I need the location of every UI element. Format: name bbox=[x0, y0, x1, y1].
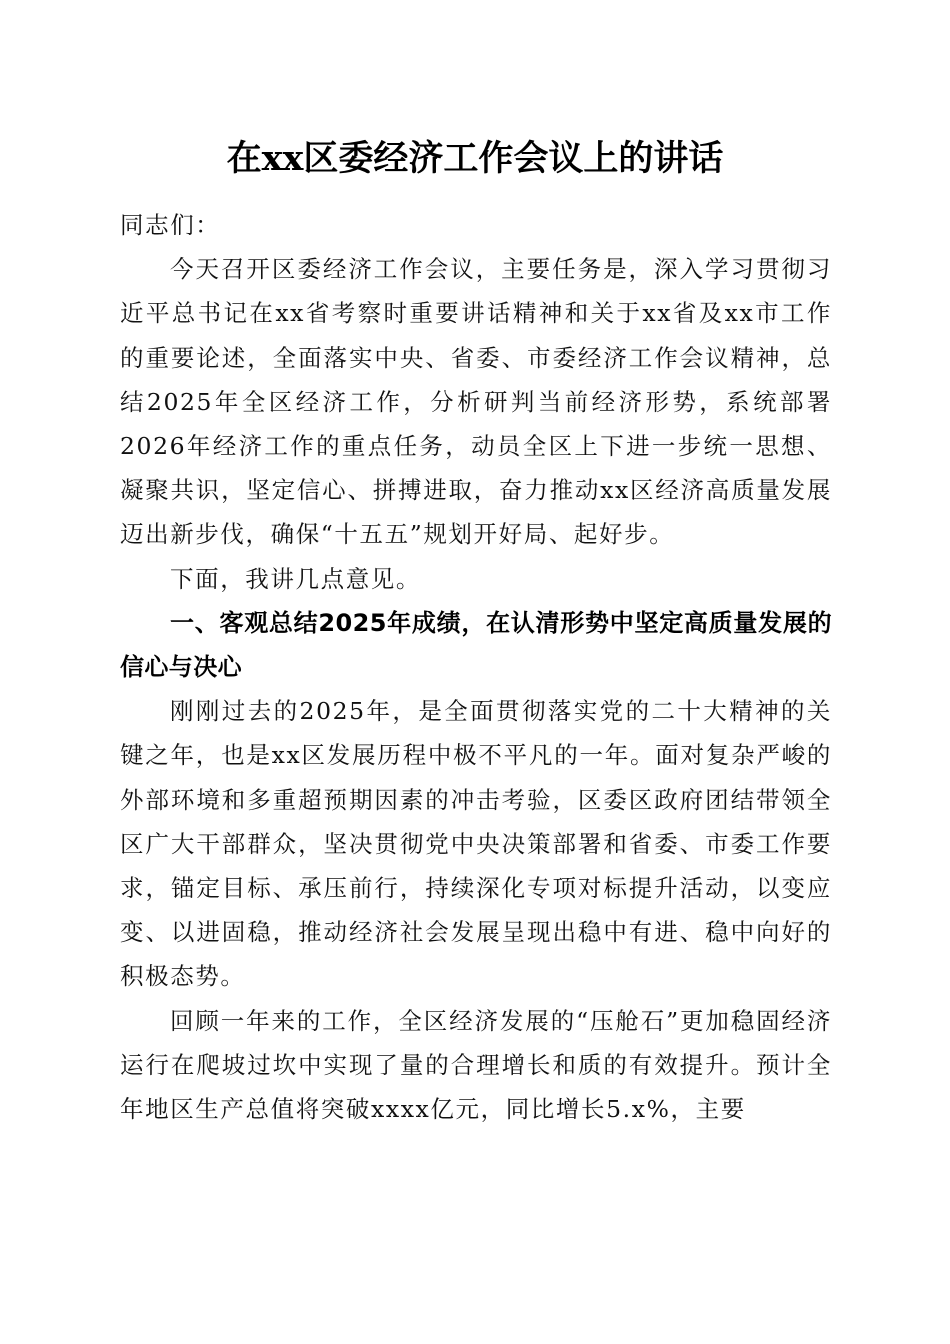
document-body bbox=[120, 203, 832, 1131]
paragraph-intro: 今天召开区委经济工作会议，主要任务是，深入学习贯彻习近平总书记在xx省考察时重要讲话精神和关于xx省及xx市工作的重要论述，全面落实中央、省委、市委经济工作会议精神，总结2025年全区经济工作，分析研判当前经济形势，系统部署2026年经济工作的重点任务，动员全区上下进一步统一思想、凝聚共识，坚定信心、拼搏进取，奋力推动xx区经济高质量发展迈出新步伐，确保“十五五”规划开好局、起好步。 bbox=[120, 255, 832, 549]
paragraph-section1-1: 刚刚过去的2025年，是全面贯彻落实党的二十大精神的关键之年，也是xx区发展历程中极不平凡的一年。面对复杂严峻的外部环境和多重超预期因素的冲击考验，区委区政府团结带领全区广大干部群众，坚决贯彻党中央决策部署和省委、市委工作要求，锚定目标、承压前行，持续深化专项对标提升活动，以变应变、以进固稳，推动经济社会发展呈现出稳中有进、稳中向好的积极态势。 bbox=[120, 697, 832, 991]
document-title: 在xx区委经济工作会议上的讲话 bbox=[226, 138, 724, 179]
salutation: 同志们： bbox=[120, 211, 221, 239]
paragraph-transition: 下面，我讲几点意见。 bbox=[170, 564, 421, 593]
section-heading-1: 一、客观总结2025年成绩，在认清形势中坚定高质量发展的信心与决心 bbox=[120, 608, 832, 682]
paragraph-section1-2: 回顾一年来的工作，全区经济发展的“压舱石”更加稳固经济运行在爬坡过坎中实现了量的合理增长和质的有效提升。预计全年地区生产总值将突破xxxx亿元，同比增长5.x%，主要 bbox=[120, 1006, 832, 1124]
